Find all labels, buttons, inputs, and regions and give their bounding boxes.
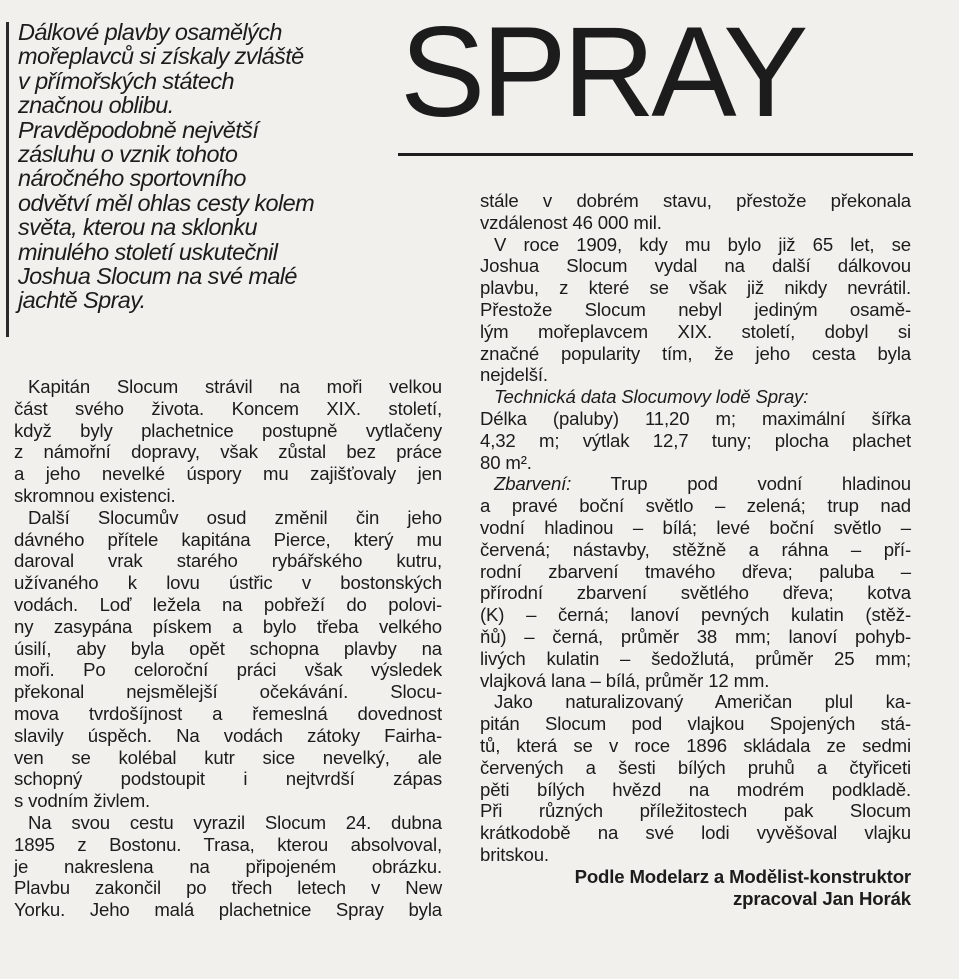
article-title: SPRAY bbox=[400, 1, 805, 144]
body-line: dávného přítele kapitána Pierce, který mu bbox=[14, 528, 442, 550]
body-line: moři. Po celoroční práci však výsledek bbox=[14, 659, 442, 681]
body-line: červených a šesti bílých pruhů a čtyřiceti bbox=[480, 756, 911, 778]
tech-data-heading: Technická data Slocumovy lodě Spray: bbox=[494, 386, 809, 408]
lead-line: odvětví měl ohlas cesty kolem bbox=[18, 189, 315, 216]
lead-line: zásluhu o vznik tohoto bbox=[18, 141, 238, 168]
lead-line: mořeplavců si získaly zvláště bbox=[18, 43, 304, 70]
lead-line: Joshua Slocum na své malé bbox=[18, 263, 297, 290]
body-line: stále v dobrém stavu, přestože překonala bbox=[480, 190, 911, 211]
body-line: Na svou cestu vyrazil Slocum 24. dubna bbox=[28, 811, 442, 833]
lead-line: v přímořských státech bbox=[18, 67, 234, 94]
body-line: Další Slocumův osud změnil čin jeho bbox=[28, 506, 442, 528]
body-line: britskou. bbox=[480, 843, 549, 865]
body-line: překonal nejsmělejší očekávání. Slocu- bbox=[14, 681, 442, 703]
body-line: užívaného k lovu ústřic v bostonských bbox=[14, 572, 442, 594]
body-line: daroval vrak starého rybářského kutru, bbox=[14, 550, 442, 572]
body-line: červená; nástavby, stěžně a ráhna – pří- bbox=[480, 538, 911, 560]
body-line: když byly plachetnice postupně vytlačeny bbox=[14, 419, 442, 441]
lead-line: Pravděpodobně největší bbox=[18, 116, 259, 143]
lead-line: jachtě Spray. bbox=[18, 287, 146, 314]
body-line: Jako naturalizovaný Američan plul ka- bbox=[494, 691, 911, 713]
body-line: Přestože Slocum nebyl jediným osamě- bbox=[480, 298, 911, 320]
body-line: 1895 z Bostonu. Trasa, kterou absolvoval, bbox=[14, 833, 442, 855]
body-line: slavily úspěch. Na vodách zátoky Fairha- bbox=[14, 724, 442, 746]
body-line: úsilí, aby byla opět schopna plavby na bbox=[14, 637, 442, 659]
credit-source: Podle Modelarz a Modělist-konstruktor bbox=[574, 865, 911, 887]
body-line: nejdelší. bbox=[480, 364, 548, 386]
body-line: pěti bílých hvězd na modrém podkladě. bbox=[480, 778, 911, 800]
body-line: vzdálenost 46 000 mil. bbox=[480, 211, 662, 233]
body-column-left bbox=[14, 376, 442, 921]
body-line: je nakreslena na připojeném obrázku. bbox=[14, 855, 442, 877]
body-line: Joshua Slocum vydal na další dálkovou bbox=[480, 255, 911, 277]
body-line: krátkodobě na své lodi vyvěšoval vlajku bbox=[480, 822, 911, 844]
body-line: pitán Slocum pod vlajkou Spojených stá- bbox=[480, 713, 911, 735]
body-line: vodách. Loď ležela na pobřeží do polovi- bbox=[14, 593, 442, 615]
body-line: vlajková lana – bílá, průměr 12 mm. bbox=[480, 669, 770, 691]
body-line: Kapitán Slocum strávil na moři velkou bbox=[28, 376, 442, 397]
body-line: 80 m². bbox=[480, 451, 532, 473]
body-line: lým mořeplavcem XIX. století, dobyl si bbox=[480, 320, 911, 342]
lead-line: světa, kterou na sklonku bbox=[18, 214, 258, 241]
body-line: tů, která se v roce 1896 skládala ze sedmi bbox=[480, 734, 911, 756]
lead-accent-bar bbox=[6, 22, 9, 337]
body-line: a pravé boční světlo – zelená; trup nad bbox=[480, 495, 911, 517]
body-line: rodní zbarvení tmavého dřeva; paluba – bbox=[480, 560, 911, 582]
body-line: ven se kolébal kutr sice nevelký, ale bbox=[14, 746, 442, 768]
credit-author: zpracoval Jan Horák bbox=[732, 887, 911, 909]
body-line: a jeho nevelké úspory mu zajišťovaly jen bbox=[14, 463, 442, 485]
coloring-line: Zbarvení: Trup pod vodní hladinou bbox=[494, 473, 911, 495]
body-line: Yorku. Jeho malá plachetnice Spray byla bbox=[14, 899, 442, 921]
body-line: přírodní zbarvení světlého dřeva; kotva bbox=[480, 582, 911, 604]
body-line: livých kulatin – šedožlutá, průměr 25 mm; bbox=[480, 647, 911, 669]
lead-line: Dálkové plavby osamělých bbox=[18, 19, 282, 45]
body-line: část svého života. Koncem XIX. století, bbox=[14, 397, 442, 419]
body-line: 4,32 m; výtlak 12,7 tuny; plocha plachet bbox=[480, 429, 911, 451]
body-line: z námořní dopravy, však zůstal bez práce bbox=[14, 441, 442, 463]
lead-line: minulého století uskutečnil bbox=[18, 238, 278, 265]
body-line: (K) – černá; lanoví pevných kulatin (stěž- bbox=[480, 604, 911, 626]
body-column-right bbox=[480, 190, 911, 909]
body-line: schopný podstoupit i nejtvrdší zápas bbox=[14, 768, 442, 790]
body-line: plavbu, z které se však již nikdy nevrátil. bbox=[480, 277, 911, 299]
body-line: Plavbu zakončil po třech letech v New bbox=[14, 877, 442, 899]
body-line: ny zasypána pískem a bylo třeba velkého bbox=[14, 615, 442, 637]
body-line: V roce 1909, kdy mu bylo již 65 let, se bbox=[494, 233, 911, 255]
body-line: Při různých příležitostech pak Slocum bbox=[480, 800, 911, 822]
body-line: mova tvrdošíjnost a řemeslná dovednost bbox=[14, 702, 442, 724]
body-line: skromnou existenci. bbox=[14, 484, 176, 506]
body-line: vodní hladinou – bílá; levé boční světlo – bbox=[480, 516, 911, 538]
title-underline bbox=[398, 153, 913, 156]
body-line: značné popularity tím, že jeho cesta byla bbox=[480, 342, 911, 364]
body-line: s vodním živlem. bbox=[14, 790, 151, 812]
lead-paragraph bbox=[18, 20, 378, 313]
lead-line: značnou oblibu. bbox=[18, 92, 174, 119]
lead-line: náročného sportovního bbox=[18, 165, 246, 192]
body-line: ňů) – černá, průměr 38 mm; lanoví pohyb- bbox=[480, 625, 911, 647]
body-line: Délka (paluby) 11,20 m; maximální šířka bbox=[480, 407, 911, 429]
